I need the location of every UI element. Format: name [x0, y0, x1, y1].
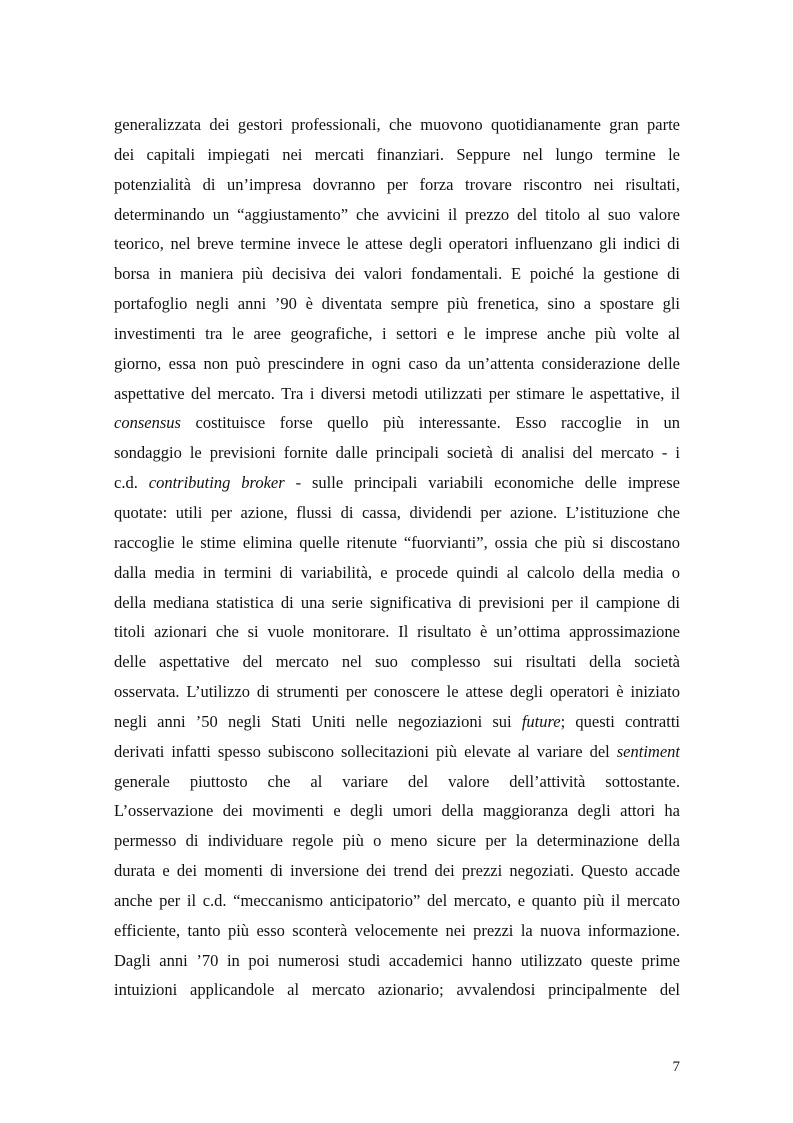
text-line	[114, 856, 680, 886]
text-run: potenzialità di un’impresa dovranno per forza trovare riscontro nei risultati,	[114, 174, 680, 194]
text-line	[114, 438, 680, 468]
text-run: intuizioni applicandole al mercato azionario; avvalendosi principalmente del	[114, 980, 680, 1000]
page-number: 7	[672, 1059, 680, 1075]
text-run: quotate: utili per azione, flussi di cassa, dividendi per azione. L’istituzione che	[114, 502, 680, 522]
text-line	[114, 707, 680, 737]
text-run: permesso di individuare regole più o meno sicure per la determinazione della	[114, 831, 680, 851]
text-line	[114, 379, 680, 409]
text-line	[114, 289, 680, 319]
text-run: raccoglie le stime elimina quelle ritenute “fuorvianti”, ossia che più si discostano	[114, 532, 680, 552]
text-line	[114, 170, 680, 200]
italic-term: consensus	[114, 413, 181, 433]
text-line	[114, 408, 680, 438]
text-run: aspettative del mercato. Tra i diversi metodi utilizzati per stimare le aspettative, il	[114, 383, 680, 403]
text-line	[114, 468, 680, 498]
text-line	[114, 886, 680, 916]
text-line	[114, 617, 680, 647]
text-line	[114, 558, 680, 588]
text-line	[114, 826, 680, 856]
text-line	[114, 140, 680, 170]
text-line	[114, 647, 680, 677]
text-run: efficiente, tanto più esso sconterà velocemente nei prezzi la nuova informazione.	[114, 920, 680, 940]
text-run: - sulle principali variabili economiche delle imprese	[284, 473, 680, 493]
text-run: c.d.	[114, 473, 149, 493]
text-line	[114, 737, 680, 767]
text-line	[114, 200, 680, 230]
text-run: giorno, essa non può prescindere in ogni caso da un’attenta considerazione delle	[114, 353, 680, 373]
text-run: dei capitali impiegati nei mercati finanziari. Seppure nel lungo termine le	[114, 144, 680, 164]
text-run: derivati infatti spesso subiscono sollecitazioni più elevate al variare del	[114, 741, 617, 761]
text-line	[114, 349, 680, 379]
text-run: negli anni ’50 negli Stati Uniti nelle negoziazioni sui	[114, 711, 522, 731]
text-run: durata e dei momenti di inversione dei trend dei prezzi negoziati. Questo accade	[114, 861, 680, 881]
text-run: investimenti tra le aree geografiche, i settori e le imprese anche più volte al	[114, 323, 680, 343]
text-line	[114, 528, 680, 558]
text-run: costituisce forse quello più interessante. Esso raccoglie in un	[180, 413, 680, 433]
text-line	[114, 677, 680, 707]
text-run: della mediana statistica di una serie significativa di previsioni per il campione di	[114, 592, 680, 612]
text-line	[114, 946, 680, 976]
text-run: determinando un “aggiustamento” che avvicini il prezzo del titolo al suo valore	[114, 204, 680, 224]
text-line	[114, 259, 680, 289]
italic-term: sentiment	[616, 741, 680, 761]
text-run: titoli azionari che si vuole monitorare. Il risultato è un’ottima approssimazione	[114, 622, 680, 642]
text-run: Dagli anni ’70 in poi numerosi studi accademici hanno utilizzato queste prime	[114, 950, 680, 970]
text-run: dalla media in termini di variabilità, e procede quindi al calcolo della media o	[114, 562, 680, 582]
text-run: portafoglio negli anni ’90 è diventata sempre più frenetica, sino a spostare gli	[114, 294, 680, 314]
text-run: borsa in maniera più decisiva dei valori fondamentali. E poiché la gestione di	[114, 264, 680, 284]
text-line	[114, 588, 680, 618]
text-line	[114, 498, 680, 528]
text-run: sondaggio le previsioni fornite dalle principali società di analisi del mercato - i	[114, 443, 680, 463]
italic-term: contributing broker	[148, 473, 285, 493]
text-run: teorico, nel breve termine invece le attese degli operatori influenzano gli indici di	[114, 234, 680, 254]
text-run: osservata. L’utilizzo di strumenti per conoscere le attese degli operatori è iniziato	[114, 682, 680, 702]
text-run: ; questi contratti	[560, 711, 680, 731]
text-line	[114, 916, 680, 946]
text-run: generalizzata dei gestori professionali, che muovono quotidianamente gran parte	[114, 115, 680, 134]
text-line	[114, 319, 680, 349]
italic-term: future	[521, 711, 561, 731]
text-run: generale piuttosto che al variare del valore dell’attività sottostante.	[114, 771, 680, 791]
text-line	[114, 110, 680, 140]
text-line	[114, 229, 680, 259]
text-run: L’osservazione dei movimenti e degli umori della maggioranza degli attori ha	[114, 801, 680, 821]
text-run: anche per il c.d. “meccanismo anticipatorio” del mercato, e quanto più il mercato	[114, 890, 680, 910]
body-paragraph	[114, 110, 680, 1005]
text-line	[114, 796, 680, 826]
text-run: delle aspettative del mercato nel suo complesso sui risultati della società	[114, 652, 680, 672]
text-line	[114, 767, 680, 797]
text-line	[114, 975, 680, 1005]
